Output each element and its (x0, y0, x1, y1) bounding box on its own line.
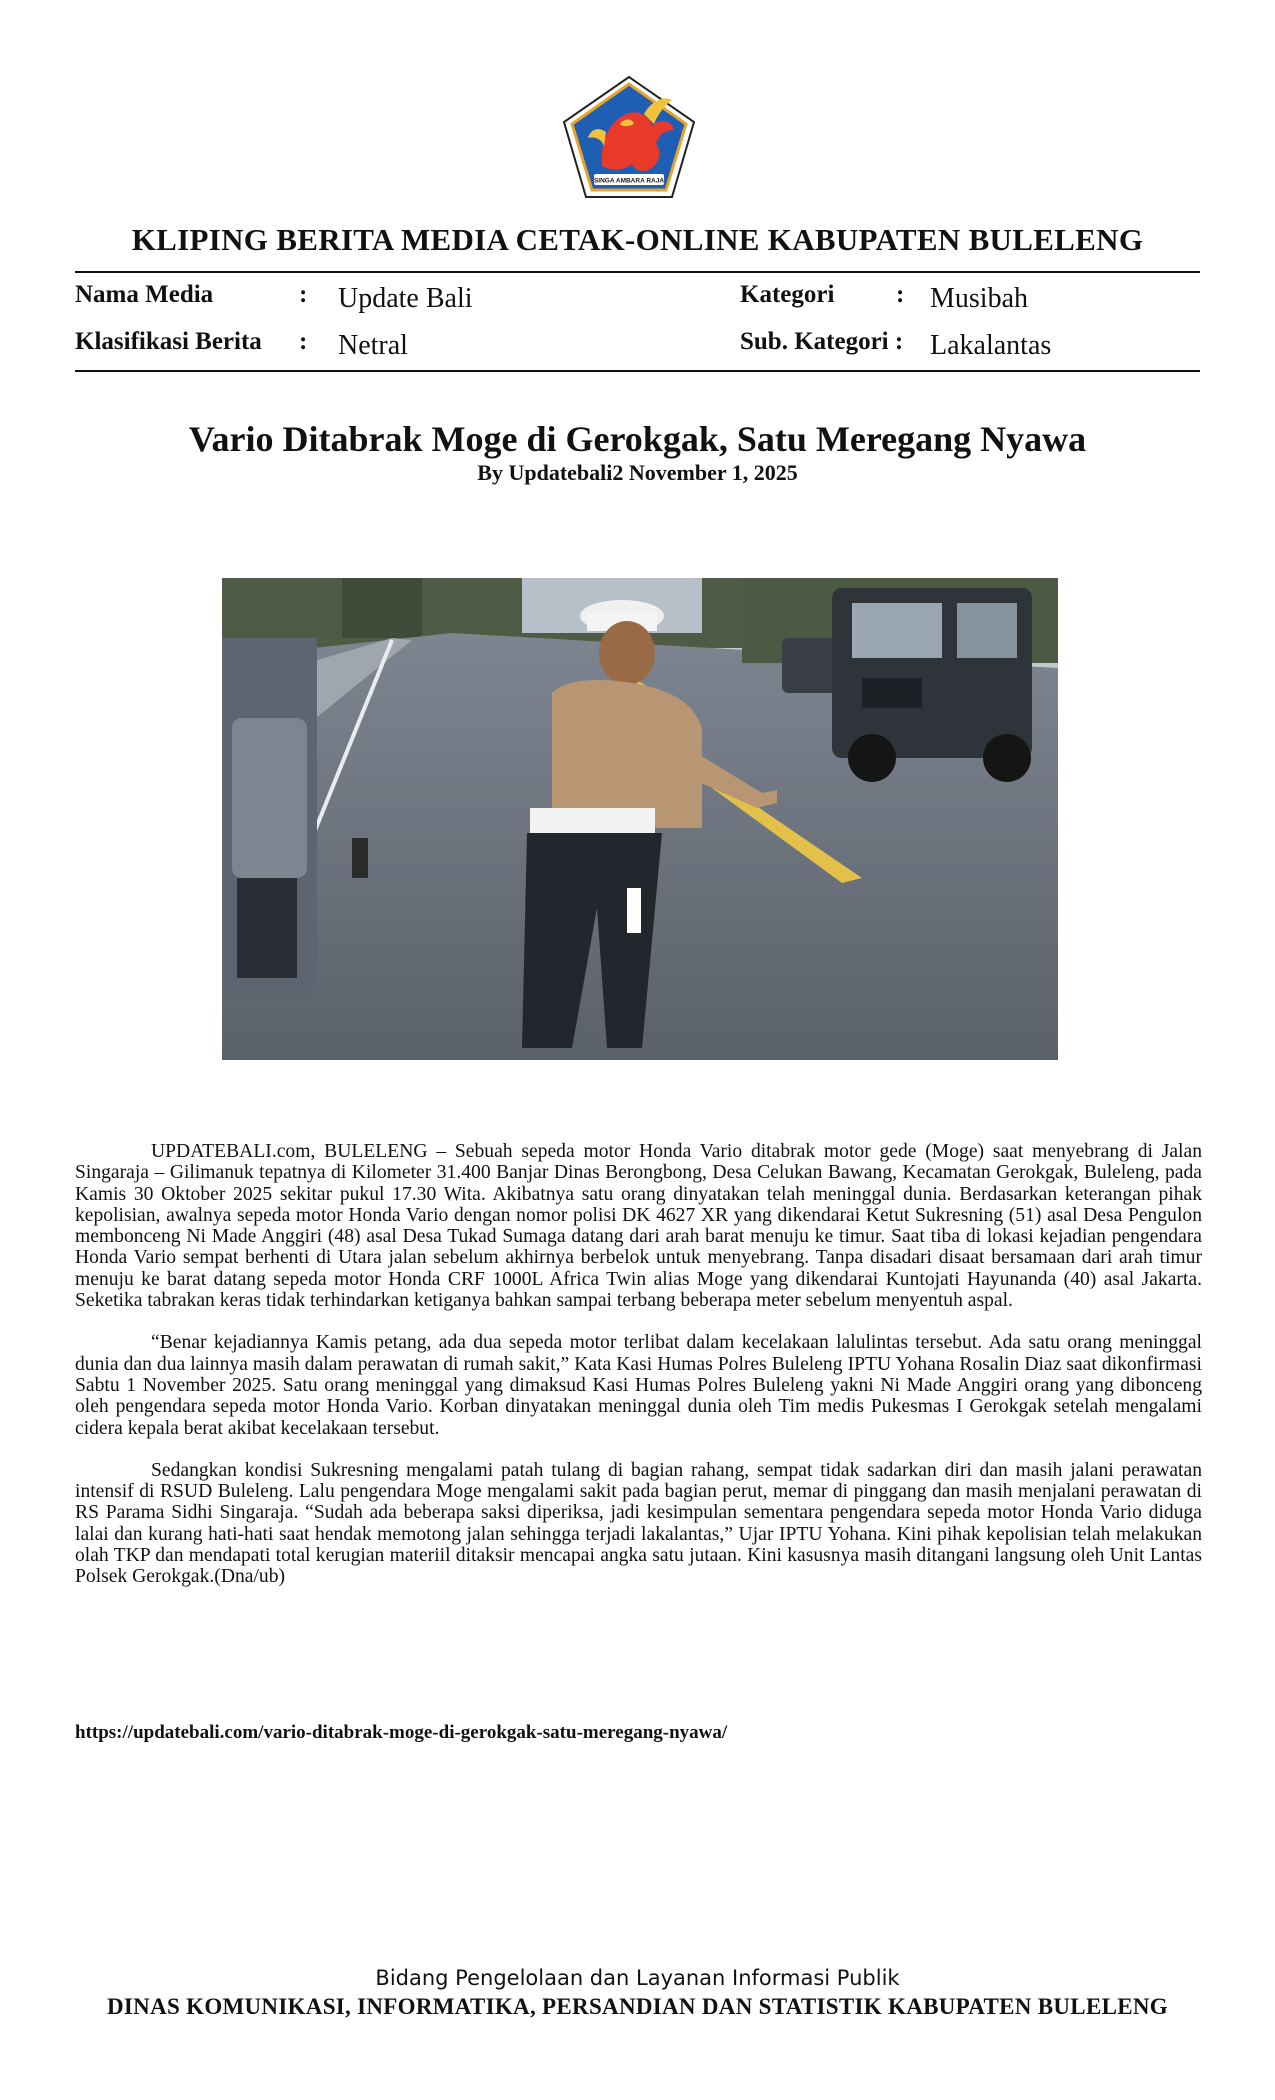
meta-nama-media-value: Update Bali (338, 283, 473, 314)
meta-separator: : (896, 281, 905, 308)
article-photo (222, 578, 1058, 1060)
meta-separator: : (299, 328, 308, 355)
article-paragraph: UPDATEBALI.com, BULELENG – Sebuah sepeda motor Honda Vario ditabrak motor gede (Moge) saat menyebrang di Jalan Singaraja – Gilimanuk tepatnya di Kilometer 31.400 Banjar Dinas Berongbong, Desa Celukan Bawang, Kecamatan Gerokgak, Buleleng, pada Kamis 30 Oktober 2025 sekitar pukul 17.30 Wita. Akibatnya satu orang dinyatakan telah meninggal dunia. Berdasarkan keterangan pihak kepolisian, awalnya sepeda motor Honda Vario dengan nomor polisi DK 4627 XR yang dikendarai Ketut Sukresning (51) asal Desa Pengulon membonceng Ni Made Anggiri (48) asal Desa Tukad Sumaga datang dari arah barat menuju ke timur. Saat tiba di lokasi kejadian pengendara Honda Vario sempat berhenti di Utara jalan sebelum akhirnya berbelok untuk menyebrang. Tanpa disadari disaat bersamaan dari arah timur menuju ke barat datang sepeda motor Honda CRF 1000L Africa Twin alias Moge yang dikendarai Kuntojati Hayunanda (40) asal Jakarta. Seketika tabrakan keras tidak terhindarkan ketiganya bahkan sampai terbang beberapa meter sebelum menyentuh aspal. (75, 1141, 1202, 1312)
header-bottom-rule (75, 370, 1200, 372)
article-byline: By Updatebali2 November 1, 2025 (477, 460, 798, 485)
footer-division: Bidang Pengelolaan dan Layanan Informasi Publik (375, 1966, 900, 1990)
meta-klasifikasi-value: Netral (338, 330, 408, 361)
header-top-rule (75, 271, 1200, 273)
meta-klasifikasi-label: Klasifikasi Berita (75, 328, 262, 355)
meta-nama-media-label: Nama Media (75, 281, 214, 308)
article-paragraph: Sedangkan kondisi Sukresning mengalami patah tulang di bagian rahang, sempat tidak sadarkan diri dan masih jalani perawatan intensif di RSUD Buleleng. Lalu pengendara Moge mengalami sakit pada bagian perut, memar di pinggang dan masih menjalani perawatan di RS Parama Sidhi Singaraja. “Sudah ada beberapa saksi diperiksa, jadi kesimpulan sementara pengendara sepeda motor Honda Vario diduga lalai dan kurang hati-hati saat hendak memotong jalan sehingga terjadi lakalantas,” Ujar IPTU Yohana. Kini pihak kepolisian telah melakukan olah TKP dan mendapati total kerugian materiil ditaksir mencapai angka satu jutaan. Kini kasusnya masih ditangani langsung oleh Unit Lantas Polsek Gerokgak.(Dna/ub) (75, 1459, 1202, 1588)
meta-sub-kategori-label: Sub. Kategori : (740, 328, 904, 355)
meta-kategori-value: Musibah (930, 283, 1028, 314)
meta-separator: : (299, 281, 308, 308)
document-title: KLIPING BERITA MEDIA CETAK-ONLINE KABUPATEN BULELENG (131, 222, 1144, 257)
source-url-link[interactable]: https://updatebali.com/vario-ditabrak-moge-di-gerokgak-satu-meregang-nyawa/ (75, 1722, 728, 1743)
meta-kategori-label: Kategori (740, 281, 835, 308)
article-title: Vario Ditabrak Moge di Gerokgak, Satu Meregang Nyawa (188, 419, 1087, 459)
meta-sub-kategori-value: Lakalantas (930, 330, 1052, 361)
article-paragraph: “Benar kejadiannya Kamis petang, ada dua sepeda motor terlibat dalam kecelakaan lalulintas tersebut. Ada satu orang meninggal dunia dan dua lainnya masih dalam perawatan di rumah sakit,” Kata Kasi Humas Polres Buleleng IPTU Yohana Rosalin Diaz saat dikonfirmasi Sabtu 1 November 2025. Satu orang meninggal yang dimaksud Kasi Humas Polres Buleleng yakni Ni Made Anggiri orang yang dibonceng oleh pengendara sepeda motor Honda Vario. Korban dinyatakan meninggal dunia oleh Tim medis Pukesmas I Gerokgak setelah mengalami cidera kepala berat akibat kecelakaan tersebut. (75, 1332, 1202, 1439)
logo-motto: SINGA AMBARA RAJA (593, 177, 665, 185)
buleleng-regency-logo (560, 74, 698, 200)
footer-agency: DINAS KOMUNIKASI, INFORMATIKA, PERSANDIAN DAN STATISTIK KABUPATEN BULELENG (107, 1994, 1168, 2019)
article-body (75, 1141, 1202, 1609)
